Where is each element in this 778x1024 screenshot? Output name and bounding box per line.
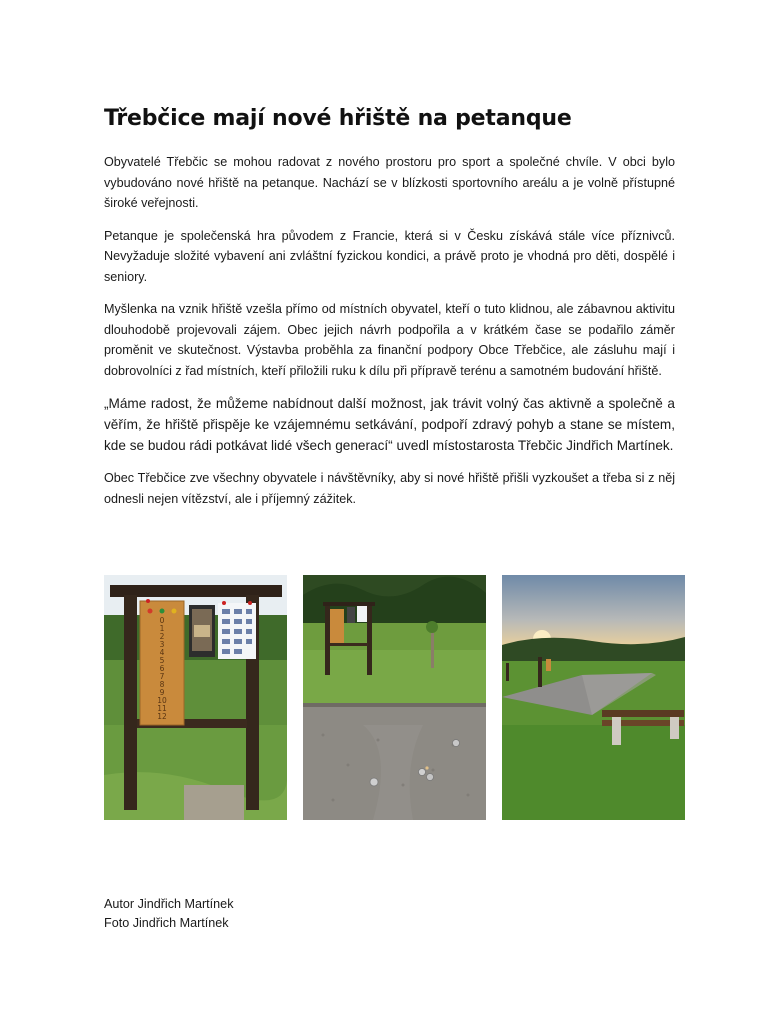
scoreboard-number: 10: [157, 696, 167, 705]
quote-paragraph: „Máme radost, že můžeme nabídnout další možnost, jak trávit volný čas aktivně a společně a věřím, že hřiště přispěje ke vzájemnému setkávání, podpoří zdravý pohyb a stane se místem, kde se budou rádi potkávat lidé všech generací“ uvedl místostarosta Třebčic Jindřich Martínek.: [104, 396, 675, 453]
scoreboard-number: 3: [159, 640, 165, 649]
credits: [104, 895, 234, 933]
scoreboard-number: 4: [159, 648, 165, 657]
paragraph-2: Petanque je společenská hra původem z Francie, která si v Česku získává stále více příznivců. Nevyžaduje složité vybavení ani zvláštní fyzickou kondici, a právě proto je vhodná pro děti, dospělé i seniory.: [104, 228, 675, 284]
closing-paragraph: Obec Třebčice zve všechny obyvatele i návštěvníky, aby si nové hřiště přišli vyzkoušet a třeba si z něj odnesli nejen vítězství, ale i příjemný zážitek.: [104, 471, 675, 506]
paragraph-3: Myšlenka na vznik hřiště vzešla přímo od místních obyvatel, kteří o tuto klidnou, ale zábavnou aktivitu dlouhodobě projevovali zájem. Obec jejich návrh podpořila a v krátkém čase se podařilo záměr proměnit ve skutečnost. Výstavba proběhla za finanční podpory Obce Třebčice, ale zásluhu mají i dobrovolníci z řad místních, kteří přiložili ruku k dílu při přípravě terénu a samotném budování hřiště.: [104, 302, 675, 378]
scoreboard-number: 7: [159, 672, 165, 681]
article-title: Třebčice mají nové hřiště na petanque: [104, 106, 572, 131]
article-body: [104, 152, 675, 521]
scoreboard-number: 5: [159, 656, 165, 665]
photo-court-balls: [303, 575, 486, 820]
scoreboard-number: 6: [159, 664, 165, 673]
paragraph-1: Obyvatelé Třebčic se mohou radovat z nového prostoru pro sport a společné chvíle. V obci bylo vybudováno nové hřiště na petanque. Nachází se v blízkosti sportovního areálu a je volně přístupné široké veřejnosti.: [104, 155, 675, 210]
scoreboard-number: 0: [159, 616, 165, 625]
author-credit: Autor Jindřich Martínek: [104, 897, 234, 911]
photo-strip: [104, 575, 685, 820]
scoreboard-number: 12: [157, 712, 167, 721]
scoreboard-number: 8: [159, 680, 165, 689]
photo-scoreboard: [104, 575, 287, 820]
scoreboard-number: 1: [159, 624, 165, 633]
scoreboard-number: 9: [159, 688, 165, 697]
photo-credit: Foto Jindřich Martínek: [104, 916, 229, 930]
scoreboard-number: 11: [157, 704, 167, 713]
scoreboard-number: 2: [159, 632, 165, 641]
photo-court-sunset: [502, 575, 685, 820]
